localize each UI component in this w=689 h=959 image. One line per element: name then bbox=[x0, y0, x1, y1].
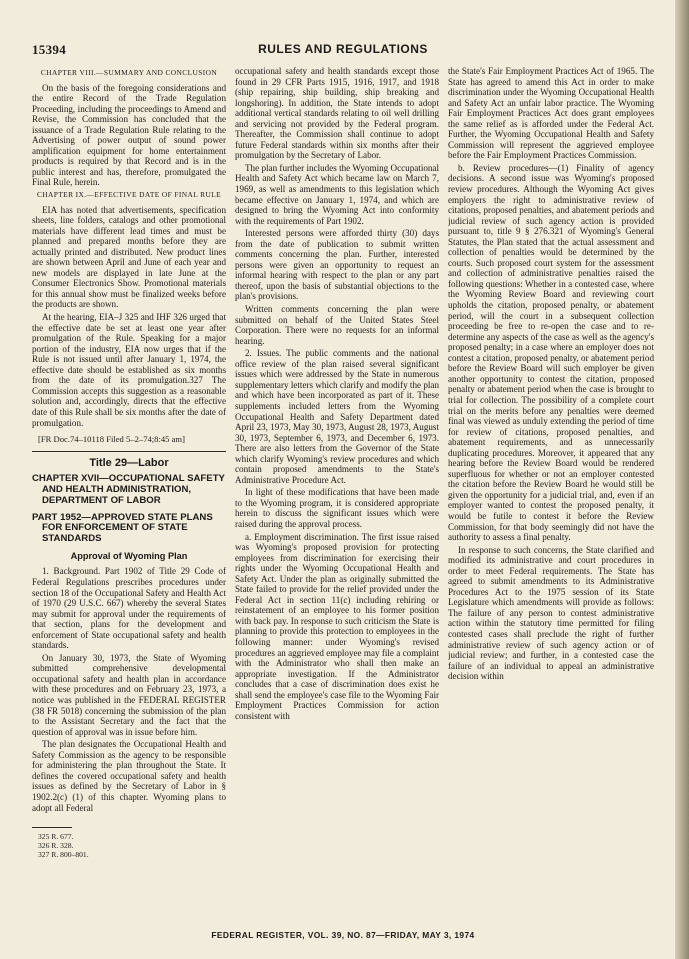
footnote: 327 R. 800–801. bbox=[38, 850, 89, 860]
employment-discrimination-paragraph: a. Employment discrimination. The first issue raised was Wyoming's proposed provision for protecting employees from discrimination for exercising their rights under the Wyoming Occupational Health and Safety Act. Under the plan as originally submitted the State failed to provide for the relief provided under the Federal Act in section 11(c) including rehiring or reinstatement of an employee to his former position with back pay. In response to such criticism the State is planning to provide this protection to employees in the following manner: under Wyoming's revised procedures an aggrieved employee may file a complaint with the Administrator who shall then make an appropriate investigation. If the Administrator concludes that a case of discrimination does exist he shall send the employee's case file to the Wyoming Fair Employment Practices Commission for action consistent with bbox=[235, 531, 439, 721]
title-heading: Title 29—Labor bbox=[89, 456, 169, 469]
plan-agency-paragraph: The plan designates the Occupational Health and Safety Commission as the agency to be responsible for administering the plan throughout the State. It defines the covered occupational safety and health issues as defined by the Secretary of Labor in § 1902.2(c) (1) of this chapter. Wyoming plans to adopt all Federal bbox=[32, 739, 226, 813]
chapter-9-label: CHAPTER IX.—EFFECTIVE DATE OF FINAL RULE bbox=[36, 190, 222, 200]
chapter-heading: CHAPTER XVII—OCCUPATIONAL SAFETY AND HEALTH ADMINISTRATION, DEPARTMENT OF LABOR bbox=[32, 473, 225, 506]
column-3 bbox=[448, 66, 654, 888]
paragraph: In light of these modifications that have been made to the Wyoming program, it is considered appropriate herein to discuss the significant issues which were raised during the approval process. bbox=[235, 487, 439, 529]
paragraph: In response to such concerns, the State clarified and modified its administrative and court procedures in order to meet Federal requirements. The State has agreed to submit amendments to its Administrative Procedures Act to the 1975 session of its State Legislature which amendments will provide as follows: The failure of any person to contest administrative action within the statutory time permitted for filing contested cases shall preclude the right of further administrative review of such agency action or of judicial review; and further, in a contested case the failure of an individual to appeal an administrative decision within bbox=[448, 544, 654, 682]
footnote: 325 R. 677. bbox=[38, 832, 74, 842]
running-head: RULES AND REGULATIONS bbox=[258, 42, 428, 56]
submission-paragraph: On January 30, 1973, the State of Wyoming submitted comprehensive developmental occupational safety and health plan in accordance with these procedures and on February 23, 1973, a notice was published in the FEDERAL REGISTER (38 FR 5018) concerning the submission of the plan to the Assistant Secretary and the fact that the question of approval was in issue before him. bbox=[32, 652, 226, 737]
paragraph: Interested persons were afforded thirty (30) days from the date of publication to submit written comments concerning the plan. Further, interested persons were given an opportunity to request an informal hearing with respect to the plan or any part thereof, upon the basis of substantial objections to the plan's provisions. bbox=[235, 228, 439, 302]
chapter-9-paragraph-2: At the hearing, EIA–J 325 and IHF 326 urged that the effective date be set at least one year after promulgation of the Rule. Speaking for a major portion of the industry, EIA now urges that if the Rule is not issued until after January 1, 1974, the effective date should be established as six months from the date of its promulgation.327 The Commission accepts this suggestion as a reasonable solution and, accordingly, directs that the effective date of this Rule shall be six months after the date of promulgation. bbox=[32, 312, 226, 428]
page-number: 15394 bbox=[32, 42, 66, 57]
chapter-8-label: CHAPTER VIII.—SUMMARY AND CONCLUSION bbox=[40, 68, 218, 77]
paragraph: occupational safety and health standards except those found in 29 CFR Parts 1915, 1916, 1917, and 1918 (ship repairing, ship building, ship breaking and longshoring). In addition, the State intends to adopt additional vertical standards relating to oil well drilling and servicing not provided by the Federal program. Thereafter, the Commission shall continue to adopt future Federal standards within six months after their promulgation by the Secretary of Labor. bbox=[235, 66, 439, 161]
part-heading: PART 1952—APPROVED STATE PLANS FOR ENFORCEMENT OF STATE STANDARDS bbox=[32, 511, 213, 545]
chapter-8-text: On the basis of the foregoing considerations and the entire Record of the Trade Regulation Proceeding, including the proceedings to Amend and Revise, the Commission has concluded that the issuance of a Trade Regulation Rule relating to the Advertising of power output of sound power amplification equipment for home entertainment products is required by that Record and is in the public interest and has, therefore, promulgated the Final Rule, herein. bbox=[32, 82, 226, 188]
section-divider bbox=[32, 451, 226, 452]
footnote-divider bbox=[32, 827, 72, 828]
page-header bbox=[32, 42, 654, 58]
fr-doc-stamp: [FR Doc.74–10118 Filed 5–2–74;8:45 am] bbox=[38, 434, 185, 445]
page-footer: FEDERAL REGISTER, VOL. 39, NO. 87—FRIDAY, MAY 3, 1974 bbox=[211, 930, 475, 940]
footnote: 326 R. 328. bbox=[38, 841, 74, 851]
binding-gutter bbox=[675, 0, 689, 959]
chapter-9-paragraph-1: EIA has noted that advertisements, specification sheets, line folders, catalogs and other promotional materials have different lead times and must be planned and prepared months before they are actually printed and distributed. New product lines are shown between April and June of each year and new models are displayed in late June at the Consumer Electronics Show. Promotional materials for this annual show must be finalized weeks before the products are shown. bbox=[32, 204, 226, 310]
paragraph: Written comments concerning the plan were submitted on behalf of the United States Steel Corporation. There were no requests for an informal hearing. bbox=[235, 304, 439, 346]
issues-paragraph: 2. Issues. The public comments and the national office review of the plan raised several significant issues which were addressed by the State in numerous supplementary letters which clarify and modify the plan and which have been incorporated as part of it. These supplements included letters from the Wyoming Occupational Health and Safety Department dated April 23, 1973, May 30, 1973, August 28, 1973, August 30, 1973, September 6, 1973, and December 6, 1973. There are also letters from the Governor of the State which clarify Wyoming's review procedures and which contain proposed amendments to the State's Administrative Procedure Act. bbox=[235, 348, 439, 485]
paragraph: the State's Fair Employment Practices Act of 1965. The State has agreed to amend this Act in order to make discrimination under the Wyoming Occupational Health and Safety Act an unfair labor practice. The Wyoming Fair Employment Practices Act does grant employees the same relief as is afforded under the Federal Act. Further, the Wyoming Occupational Health and Safety Commission will represent the aggrieved employee before the Fair Employment Practices Commission. bbox=[448, 66, 654, 161]
paragraph: The plan further includes the Wyoming Occupational Health and Safety Act which became law on March 7, 1969, as well as amendments to this legislation which became effective on January 1, 1974, and which are designed to bring the Wyoming Act into conformity with the requirements of Part 1902. bbox=[235, 162, 439, 226]
review-procedures-paragraph: b. Review procedures—(1) Finality of agency decisions. A second issue was Wyoming's proposed review procedures. Although the Wyoming Act gives employers the right to administrative review of citations, proposed penalties, and abatement periods and judicial review of such agency action is provided pursuant to, title 9 § 276.321 of Wyoming's General Statutes, the Plan stated that the actual assessment and collection of penalties would be determined by the courts. Such proposed court system for the assessment and collection of administrative penalties raised the following questions: Whether in a contested case, where the Wyoming Review Board and reviewing court upholds the citation, proposed penalty, or abatement period, will the court in a subsequent collection proceeding be free to re-open the case and to re-determine any aspects of the case as well as the agency's proposed penalty; in a case where an employer does not contest a citation, proposed penalty, or abatement period before the Review Board will such employer be given another opportunity to contest the citation, proposed penalty or abatement period when the case is brought to trial for collection. The possibility of a complete court trial on the merits before any penalties were deemed final was viewed as unduly extending the period of time for review of citations, proposed penalties, and abatement requirements, and as unnecessarily duplicating procedures. Moreover, it appeared that any hearing before the Review Board would be rendered superfluous for whether or not an employer contested the citation before the Review Board he would still be given the opportunity for a judicial trial, and, even if an employer wanted to contest the proposed penalty, it would be futile to contest it before the Review Commission, for that body seemingly did not have the authority to assess a final penalty. bbox=[448, 162, 654, 543]
column-2 bbox=[235, 66, 439, 888]
column-1 bbox=[32, 66, 226, 888]
plan-subheading: Approval of Wyoming Plan bbox=[70, 550, 188, 561]
background-paragraph: 1. Background. Part 1902 of Title 29 Code of Federal Regulations prescribes procedures under section 18 of the Occupational Safety and Health Act of 1970 (29 U.S.C. 667) whereby the several States may submit for approval under the requirements of that section, plans for the development and enforcement of State occupational safety and health standards. bbox=[32, 566, 226, 651]
